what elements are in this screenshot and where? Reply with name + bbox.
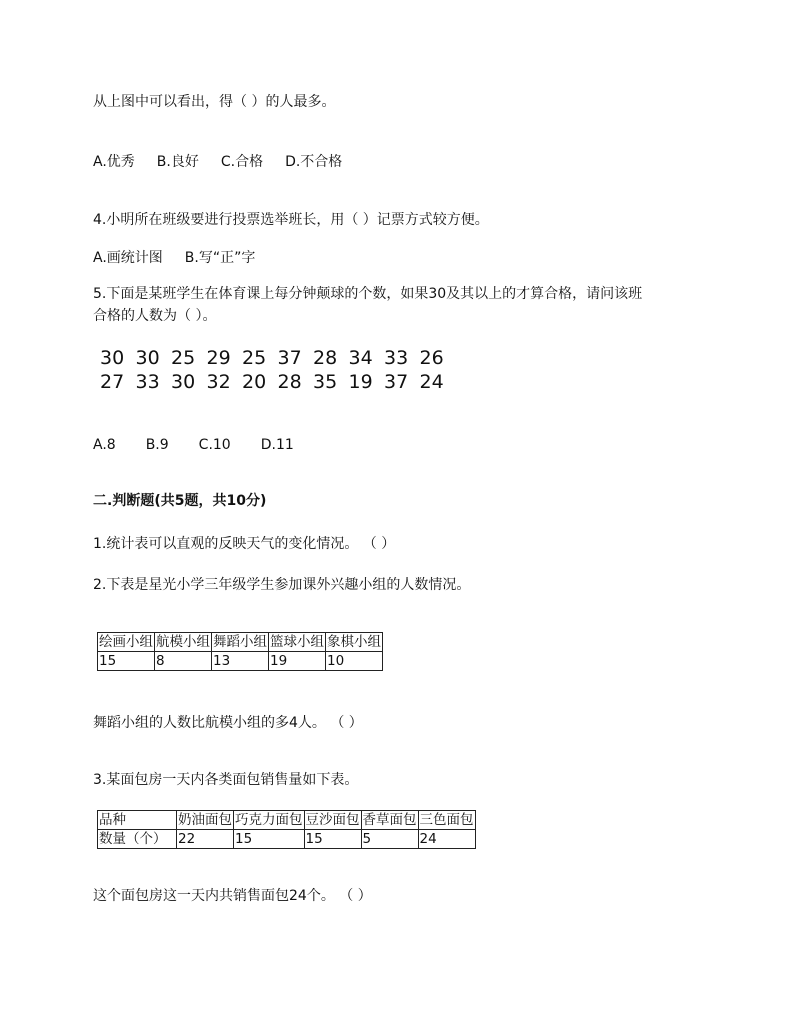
number: 33 bbox=[135, 371, 160, 393]
table-row bbox=[98, 633, 383, 652]
q3-option-a: A.优秀 bbox=[93, 154, 135, 170]
number: 30 bbox=[171, 371, 196, 393]
number: 34 bbox=[348, 347, 373, 369]
judge-q2-stem: 2.下表是星光小学三年级学生参加课外兴趣小组的人数情况。 bbox=[93, 577, 471, 593]
table-header-cell: 象棋小组 bbox=[327, 634, 381, 650]
number: 24 bbox=[419, 371, 444, 393]
table-cell: 22 bbox=[177, 830, 234, 849]
number: 37 bbox=[384, 371, 409, 393]
q5-option-a: A.8 bbox=[93, 437, 116, 453]
number: 28 bbox=[277, 371, 302, 393]
q3-option-b: B.良好 bbox=[156, 154, 199, 170]
judge-q3-stem: 3.某面包房一天内各类面包销售量如下表。 bbox=[93, 772, 359, 788]
q3-option-d: D.不合格 bbox=[285, 154, 343, 170]
table-cell: 10 bbox=[326, 652, 383, 671]
q5-option-d: D.11 bbox=[260, 437, 294, 453]
table-cell: 数量（个） bbox=[98, 830, 177, 849]
judge-q2-statement: 舞蹈小组的人数比航模小组的多4人。 （ ） bbox=[93, 715, 363, 731]
interest-group-table bbox=[97, 632, 383, 671]
number: 25 bbox=[242, 347, 267, 369]
number: 35 bbox=[313, 371, 338, 393]
q3-stem: 从上图中可以看出，得（ ）的人最多。 bbox=[93, 94, 336, 110]
number: 32 bbox=[206, 371, 231, 393]
q5-stem-line1: 5.下面是某班学生在体育课上每分钟颠球的个数，如果30及其以上的才算合格，请问该班 bbox=[93, 286, 643, 302]
q4-option-b: B.写“正”字 bbox=[184, 250, 256, 266]
q3-options bbox=[93, 153, 364, 171]
number: 29 bbox=[206, 347, 231, 369]
table-row bbox=[98, 811, 476, 830]
q5-option-c: C.10 bbox=[198, 437, 231, 453]
table-header-cell: 绘画小组 bbox=[99, 634, 153, 650]
number: 20 bbox=[242, 371, 267, 393]
table-header-cell: 香草面包 bbox=[362, 812, 417, 828]
q5-option-b: B.9 bbox=[145, 437, 169, 453]
q4-options bbox=[93, 249, 277, 267]
section-title: 二.判断题(共5题，共10分) bbox=[93, 493, 267, 509]
table-header-cell: 豆沙面包 bbox=[305, 812, 360, 828]
number: 28 bbox=[313, 347, 338, 369]
table-cell: 24 bbox=[418, 830, 475, 849]
q5-options bbox=[93, 436, 324, 454]
table-cell: 15 bbox=[234, 830, 305, 849]
table-header-cell: 三色面包 bbox=[419, 812, 474, 828]
table-cell: 13 bbox=[212, 652, 269, 671]
number: 33 bbox=[384, 347, 409, 369]
table-cell: 5 bbox=[361, 830, 418, 849]
table-header-cell: 奶油面包 bbox=[178, 812, 232, 828]
table-row bbox=[98, 830, 476, 849]
q5-numbers-row1 bbox=[100, 346, 455, 370]
table-cell: 8 bbox=[155, 652, 212, 671]
number: 26 bbox=[419, 347, 444, 369]
number: 27 bbox=[100, 371, 125, 393]
table-row bbox=[98, 652, 383, 671]
q5-stem-line2: 合格的人数为（ ）。 bbox=[93, 308, 217, 324]
number: 30 bbox=[100, 347, 125, 369]
q5-numbers-row2 bbox=[100, 370, 455, 394]
table-header-cell: 篮球小组 bbox=[270, 634, 324, 650]
table-cell: 15 bbox=[304, 830, 361, 849]
judge-q3-statement: 这个面包房这一天内共销售面包24个。 （ ） bbox=[93, 888, 372, 904]
table-header-cell: 巧克力面包 bbox=[235, 812, 303, 828]
table-header-cell: 航模小组 bbox=[156, 634, 210, 650]
q4-stem: 4.小明所在班级要进行投票选举班长，用（ ）记票方式较方便。 bbox=[93, 212, 489, 228]
table-header-cell: 品种 bbox=[98, 811, 177, 830]
judge-q1: 1.统计表可以直观的反映天气的变化情况。 （ ） bbox=[93, 536, 396, 552]
number: 19 bbox=[348, 371, 373, 393]
number: 30 bbox=[135, 347, 160, 369]
table-cell: 19 bbox=[269, 652, 326, 671]
bread-sales-table bbox=[97, 810, 476, 849]
q4-option-a: A.画统计图 bbox=[93, 250, 163, 266]
number: 37 bbox=[277, 347, 302, 369]
table-cell: 15 bbox=[98, 652, 155, 671]
q3-option-c: C.合格 bbox=[220, 154, 264, 170]
number: 25 bbox=[171, 347, 196, 369]
table-header-cell: 舞蹈小组 bbox=[213, 634, 267, 650]
